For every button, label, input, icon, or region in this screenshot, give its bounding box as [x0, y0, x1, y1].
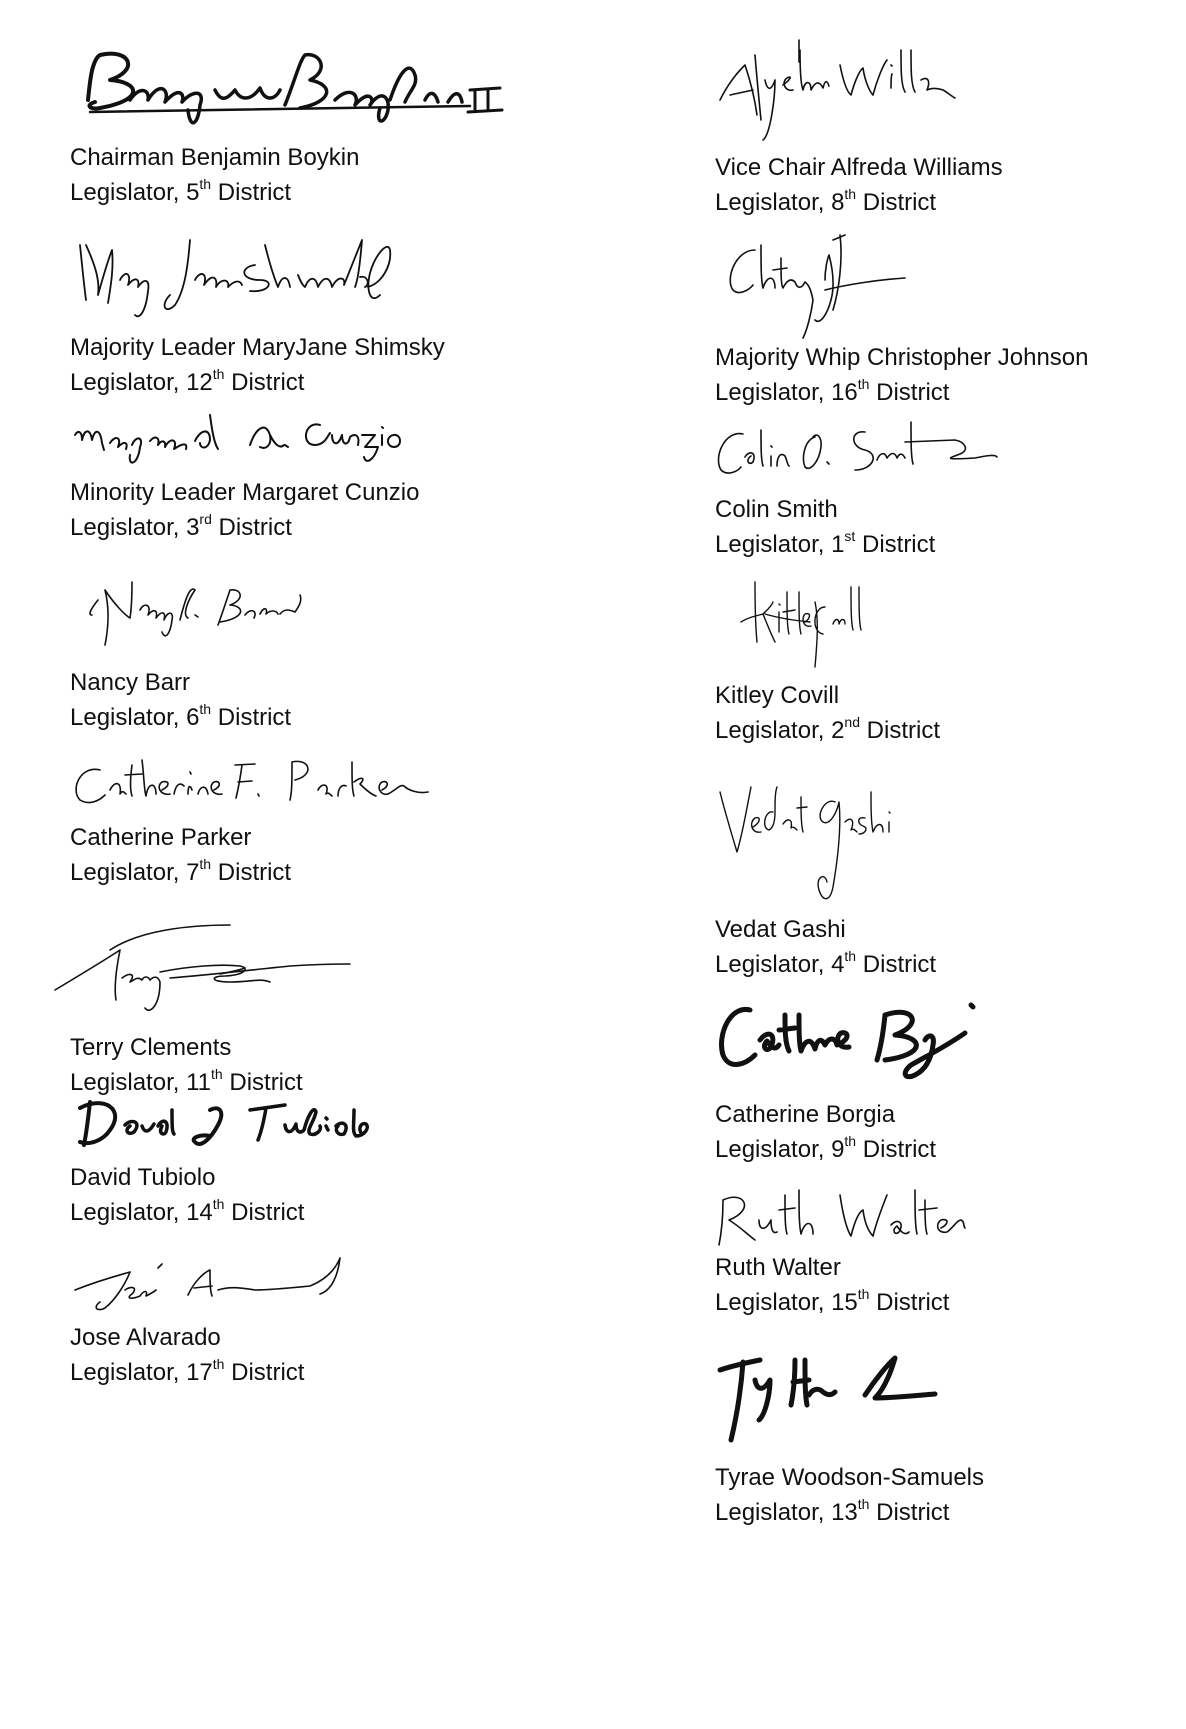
signature-block [70, 1250, 550, 1390]
signatory-name: David Tubiolo [70, 1164, 216, 1191]
signatory-name: Minority Leader Margaret Cunzio [70, 479, 420, 506]
signatory-name: Majority Whip Christopher Johnson [715, 344, 1089, 371]
signatory-district: Legislator, 4th District [715, 948, 937, 978]
signature-block [715, 572, 1186, 748]
signatory-district: Legislator, 1st District [715, 528, 936, 558]
colin-smith-signature-icon [715, 412, 1155, 492]
signatory-name: Jose Alvarado [70, 1324, 221, 1351]
signatory-district: Legislator, 8th District [715, 186, 937, 216]
signatory-name: Terry Clements [70, 1034, 232, 1061]
signatory-district: Legislator, 6th District [70, 701, 292, 731]
maryjane-shimsky-signature-icon [70, 225, 510, 330]
david-tubiolo-signature-icon [70, 1090, 510, 1160]
christopher-johnson-signature-icon [715, 230, 1155, 340]
signatory-name: Kitley Covill [715, 682, 840, 709]
signature-block [70, 405, 550, 545]
nancy-barr-signature-icon [70, 570, 510, 665]
signatory-name: Catherine Borgia [715, 1101, 896, 1128]
signature-block [70, 570, 550, 735]
kitley-covill-signature-icon [715, 572, 1155, 678]
signature-block [715, 412, 1186, 562]
signature-block [70, 225, 550, 400]
signature-block [50, 920, 530, 1100]
signatory-name: Chairman Benjamin Boykin [70, 144, 360, 171]
signatory-name: Catherine Parker [70, 824, 252, 851]
signature-block [715, 40, 1186, 220]
signature-block [715, 230, 1186, 410]
jose-alvarado-signature-icon [70, 1250, 510, 1320]
alfreda-williams-signature-icon [715, 40, 1155, 150]
signature-block [70, 30, 550, 210]
signatory-name: Vice Chair Alfreda Williams [715, 154, 1003, 181]
signature-block [715, 1340, 1186, 1530]
signatory-name: Nancy Barr [70, 669, 191, 696]
signatory-district: Legislator, 13th District [715, 1496, 950, 1526]
signatory-district: Legislator, 14th District [70, 1196, 305, 1226]
signatory-district: Legislator, 15th District [715, 1286, 950, 1316]
signatory-district: Legislator, 7th District [70, 856, 292, 886]
ruth-walter-signature-icon [715, 1180, 1155, 1250]
signatory-name: Tyrae Woodson-Samuels [715, 1464, 985, 1491]
signature-block [715, 772, 1186, 982]
signatory-district: Legislator, 12th District [70, 366, 305, 396]
margaret-cunzio-signature-icon [70, 405, 510, 475]
signatory-district: Legislator, 5th District [70, 176, 292, 206]
signatory-name: Majority Leader MaryJane Shimsky [70, 334, 445, 361]
signatory-district: Legislator, 11th District [70, 1066, 303, 1096]
signatory-district: Legislator, 9th District [715, 1133, 937, 1163]
signatory-district: Legislator, 17th District [70, 1356, 305, 1386]
signatory-name: Ruth Walter [715, 1254, 841, 1281]
signature-block [70, 1090, 550, 1230]
vedat-gashi-signature-icon [715, 772, 1155, 912]
catherine-borgia-signature-icon [715, 985, 1155, 1097]
signature-block [715, 1180, 1186, 1320]
tyrae-woodson-samuels-signature-icon [715, 1340, 1155, 1460]
catherine-parker-signature-icon [70, 750, 510, 820]
signatory-district: Legislator, 3rd District [70, 511, 292, 541]
signature-block [715, 985, 1186, 1167]
terry-clements-signature-icon [50, 920, 490, 1030]
benjamin-boykin-signature-icon [70, 30, 510, 140]
signature-block [70, 750, 550, 890]
signatory-district: Legislator, 2nd District [715, 714, 940, 744]
signatory-name: Vedat Gashi [715, 916, 846, 943]
signatory-name: Colin Smith [715, 496, 838, 523]
signatory-district: Legislator, 16th District [715, 376, 950, 406]
